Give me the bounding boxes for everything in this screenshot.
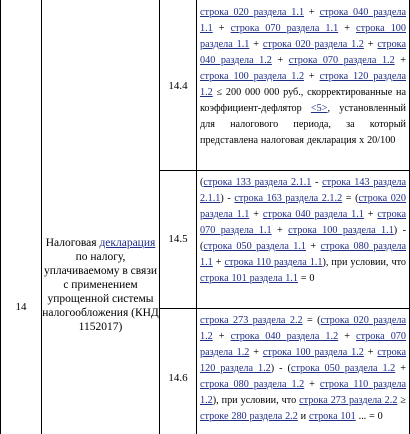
- rule-operator-text: +: [271, 55, 289, 66]
- document-name-suffix: по налогу, уплачиваемому в связи с применением упрощенной системы налогообложения (КНД 1152017): [42, 251, 159, 333]
- rule-operator-text: +: [212, 23, 231, 34]
- rule-operator-text: +: [306, 241, 321, 252]
- rule-reference-link[interactable]: строка 110 раздела 1.1: [224, 257, 323, 268]
- document-name-prefix: Налоговая: [45, 237, 100, 249]
- rule-operator-text: +: [363, 209, 378, 220]
- rule-operator-text: +: [212, 331, 231, 342]
- subrow-id-14-5: 14.5: [168, 233, 188, 245]
- rule-operator-text: ) - (: [200, 225, 406, 252]
- rule-reference-link[interactable]: строка 040 раздела 1.2: [230, 331, 339, 342]
- rule-reference-link[interactable]: строка 110 раздела 1.2: [200, 379, 406, 406]
- rule-operator-text: ≤ 200 000 000 руб., скорректированные на коэффициент-дефлятор: [200, 87, 406, 114]
- document-link[interactable]: декларация: [99, 237, 156, 249]
- rule-reference-link[interactable]: строка 101 раздела 1.1: [200, 273, 298, 284]
- rule-operator-text: ) -: [220, 193, 235, 204]
- rule-operator-text: +: [249, 39, 263, 50]
- rule-operator-text: ... = 0: [355, 411, 383, 422]
- row-divider-14-5: [159, 308, 410, 309]
- rule-reference-link[interactable]: строка 020 раздела 1.1: [200, 193, 406, 220]
- rule-reference-link[interactable]: строка 020 раздела 1.1: [200, 7, 305, 18]
- rule-operator-text: +: [304, 7, 320, 18]
- column-divider-number: [41, 0, 42, 434]
- rule-reference-link[interactable]: строка 273 раздела 2.2: [200, 315, 303, 326]
- rule-reference-link[interactable]: строка 101: [308, 411, 356, 422]
- rule-reference-link[interactable]: строка 133 раздела 2.1.1: [203, 177, 312, 188]
- rule-reference-link[interactable]: строка 070 раздела 1.2: [200, 331, 406, 358]
- column-divider-subrow: [196, 0, 197, 434]
- rule-operator-text: = (: [302, 315, 321, 326]
- column-divider-document: [159, 0, 160, 434]
- rule-operator-text: , установленный для налогового периода, за который представлена налоговая декларация х 20/100: [200, 103, 406, 146]
- rule-reference-link[interactable]: строка 020 раздела 1.2: [200, 315, 406, 342]
- rule-operator-text: = (: [342, 193, 359, 204]
- rule-operator-text: +: [338, 23, 357, 34]
- rule-reference-link[interactable]: строка 050 раздела 1.1: [203, 241, 306, 252]
- rule-operator-text: +: [249, 347, 263, 358]
- rule-reference-link[interactable]: строка 070 раздела 1.1: [200, 209, 406, 236]
- rule-reference-link[interactable]: строка 100 раздела 1.2: [200, 71, 305, 82]
- rule-reference-link[interactable]: строка 080 раздела 1.2: [200, 379, 305, 390]
- rule-operator-text: = 0: [297, 273, 315, 284]
- rule-operator-text: и: [297, 411, 309, 422]
- row-divider-14-4: [159, 170, 410, 171]
- rule-operator-text: +: [394, 55, 406, 66]
- rule-operator-text: +: [249, 209, 263, 220]
- rule-reference-link[interactable]: строка 100 раздела 1.2: [262, 347, 364, 358]
- subrow-id-14-4: 14.4: [168, 80, 188, 92]
- rule-operator-text: +: [363, 39, 378, 50]
- rule-reference-link[interactable]: строка 100 раздела 1.1: [200, 23, 406, 50]
- rule-reference-link[interactable]: <5>: [310, 103, 328, 114]
- rule-operator-text: +: [304, 71, 320, 82]
- rule-operator-text: +: [271, 225, 289, 236]
- rule-reference-link[interactable]: строка 273 раздела 2.2: [299, 395, 398, 406]
- rule-operator-text: ), при условии, что: [212, 395, 300, 406]
- row-number: 14: [15, 301, 27, 313]
- rule-operator-text: ≥: [397, 395, 406, 406]
- document-name: [42, 236, 159, 334]
- control-rule-14-5: [200, 175, 406, 287]
- rule-reference-link[interactable]: строка 040 раздела 1.1: [262, 209, 364, 220]
- rule-operator-text: +: [338, 331, 357, 342]
- table-border-left: [0, 0, 1, 434]
- rule-reference-link[interactable]: строка 120 раздела 1.2: [200, 71, 406, 98]
- control-rule-14-6: [200, 313, 406, 425]
- rule-reference-link[interactable]: строка 143 раздела 2.1.1: [200, 177, 406, 204]
- rule-operator-text: ), при условии, что: [322, 257, 406, 268]
- rule-operator-text: +: [395, 363, 406, 374]
- rule-operator-text: +: [363, 347, 378, 358]
- rule-reference-link[interactable]: строка 120 раздела 1.2: [200, 347, 406, 374]
- rule-reference-link[interactable]: строка 070 раздела 1.2: [288, 55, 395, 66]
- rule-reference-link[interactable]: строка 040 раздела 1.2: [200, 39, 406, 66]
- rule-reference-link[interactable]: строка 040 раздела 1.1: [200, 7, 406, 34]
- rule-reference-link[interactable]: строка 080 раздела 1.1: [200, 241, 406, 268]
- rule-reference-link[interactable]: строке 280 раздела 2.2: [200, 411, 298, 422]
- rule-operator-text: +: [304, 379, 320, 390]
- rule-operator-text: ) - (: [270, 363, 291, 374]
- rule-reference-link[interactable]: строка 070 раздела 1.1: [230, 23, 339, 34]
- subrow-id-14-6: 14.6: [168, 372, 188, 384]
- rule-reference-link[interactable]: строка 163 раздела 2.1.2: [234, 193, 343, 204]
- rule-reference-link[interactable]: строка 050 раздела 1.2: [290, 363, 396, 374]
- rule-operator-text: -: [311, 177, 323, 188]
- rule-reference-link[interactable]: строка 020 раздела 1.2: [262, 39, 364, 50]
- control-rule-14-4: [200, 5, 406, 149]
- rule-operator-text: (: [200, 177, 204, 188]
- rule-operator-text: +: [212, 257, 225, 268]
- rule-reference-link[interactable]: строка 100 раздела 1.1: [288, 225, 394, 236]
